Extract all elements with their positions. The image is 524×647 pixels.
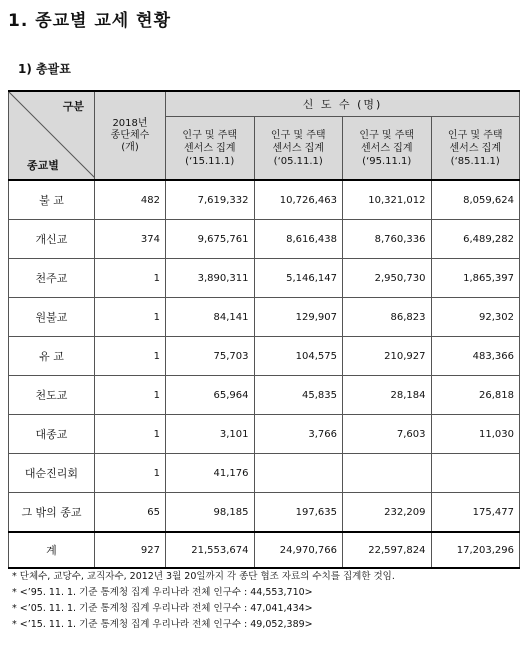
- religion-name: 대종교: [9, 415, 95, 454]
- believers-2015: 9,675,761: [166, 220, 255, 259]
- corner-header-cell: [9, 91, 95, 180]
- footnote: * 단체수, 교당수, 교직자수, 2012년 3월 20일까지 각 종단 협조 자료의 수치를 집계한 것임.: [12, 571, 395, 582]
- total-org-count: 927: [95, 532, 166, 568]
- header-org-count: [95, 91, 166, 180]
- believers-2005: [254, 454, 343, 493]
- header-census-1995-text: 인구 및 주택 센서스 집계 (‘95.11.1): [359, 129, 415, 167]
- total-label: 계: [9, 532, 95, 568]
- header-census-2015-text: 인구 및 주택 센서스 집계 (‘15.11.1): [182, 129, 238, 167]
- believers-2015: 75,703: [166, 337, 255, 376]
- footnote: * <’15. 11. 1. 기준 통계청 집계 우리나라 전체 인구수 : 49,052,389>: [12, 619, 313, 630]
- believers-1985: 92,302: [431, 298, 520, 337]
- org-count: 1: [95, 298, 166, 337]
- believers-2015: 41,176: [166, 454, 255, 493]
- corner-label-category: 구분: [62, 100, 84, 113]
- believers-2015: 3,101: [166, 415, 255, 454]
- religion-name: 천주교: [9, 259, 95, 298]
- header-census-1995: [343, 117, 432, 181]
- table-row: [9, 454, 520, 493]
- believers-1985: 175,477: [431, 493, 520, 533]
- believers-2015: 65,964: [166, 376, 255, 415]
- believers-1995: 10,321,012: [343, 180, 432, 220]
- footnote: * <’95. 11. 1. 기준 통계청 집계 우리나라 전체 인구수 : 44,553,710>: [12, 587, 313, 598]
- believers-1985: 6,489,282: [431, 220, 520, 259]
- org-count: 482: [95, 180, 166, 220]
- religion-summary-table: [8, 90, 520, 569]
- org-count: 374: [95, 220, 166, 259]
- header-census-1985-text: 인구 및 주택 센서스 집계 (‘85.11.1): [447, 129, 503, 167]
- believers-2015: 84,141: [166, 298, 255, 337]
- header-census-2005: [254, 117, 343, 181]
- org-count: 1: [95, 337, 166, 376]
- org-count: 1: [95, 376, 166, 415]
- table-row: [9, 220, 520, 259]
- believers-2005: 45,835: [254, 376, 343, 415]
- page-title: 1. 종교별 교세 현황: [8, 11, 171, 31]
- total-believers-2005: 24,970,766: [254, 532, 343, 568]
- footnote: * <’05. 11. 1. 기준 통계청 집계 우리나라 전체 인구수 : 47,041,434>: [12, 603, 313, 614]
- religion-name: 개신교: [9, 220, 95, 259]
- footnotes: [12, 569, 395, 633]
- religion-name: 대순진리회: [9, 454, 95, 493]
- believers-2005: 8,616,438: [254, 220, 343, 259]
- corner-label-religion: 종교별: [27, 159, 59, 172]
- religion-name: 유 교: [9, 337, 95, 376]
- believers-1985: 11,030: [431, 415, 520, 454]
- believers-2005: 104,575: [254, 337, 343, 376]
- religion-name: 그 밖의 종교: [9, 493, 95, 533]
- org-count: 1: [95, 259, 166, 298]
- header-census-1985: [431, 117, 520, 181]
- religion-name: 불 교: [9, 180, 95, 220]
- religion-name: 천도교: [9, 376, 95, 415]
- header-org-count-text: 2018년 종단체수 (개): [110, 117, 150, 153]
- org-count: 1: [95, 454, 166, 493]
- total-row: [9, 532, 520, 568]
- table-row: [9, 493, 520, 533]
- header-believers-group: 신 도 수 (명): [166, 91, 520, 117]
- believers-1985: 483,366: [431, 337, 520, 376]
- believers-2015: 98,185: [166, 493, 255, 533]
- section-subtitle: 1) 총괄표: [18, 62, 71, 76]
- believers-1995: 210,927: [343, 337, 432, 376]
- header-census-2005-text: 인구 및 주택 센서스 집계 (‘05.11.1): [270, 129, 326, 167]
- believers-2015: 3,890,311: [166, 259, 255, 298]
- believers-2005: 5,146,147: [254, 259, 343, 298]
- believers-1985: [431, 454, 520, 493]
- believers-1985: 8,059,624: [431, 180, 520, 220]
- table-row: [9, 259, 520, 298]
- religion-name: 원불교: [9, 298, 95, 337]
- believers-1995: 232,209: [343, 493, 432, 533]
- believers-1985: 26,818: [431, 376, 520, 415]
- table-row: [9, 298, 520, 337]
- believers-1995: 86,823: [343, 298, 432, 337]
- believers-2005: 197,635: [254, 493, 343, 533]
- believers-2005: 10,726,463: [254, 180, 343, 220]
- org-count: 1: [95, 415, 166, 454]
- believers-1995: 8,760,336: [343, 220, 432, 259]
- believers-1995: 28,184: [343, 376, 432, 415]
- table-row: [9, 180, 520, 220]
- table-row: [9, 415, 520, 454]
- total-believers-1985: 17,203,296: [431, 532, 520, 568]
- believers-1985: 1,865,397: [431, 259, 520, 298]
- org-count: 65: [95, 493, 166, 533]
- believers-1995: 2,950,730: [343, 259, 432, 298]
- believers-2015: 7,619,332: [166, 180, 255, 220]
- total-believers-1995: 22,597,824: [343, 532, 432, 568]
- believers-2005: 129,907: [254, 298, 343, 337]
- believers-2005: 3,766: [254, 415, 343, 454]
- believers-1995: [343, 454, 432, 493]
- believers-1995: 7,603: [343, 415, 432, 454]
- header-census-2015: [166, 117, 255, 181]
- total-believers-2015: 21,553,674: [166, 532, 255, 568]
- table-row: [9, 376, 520, 415]
- table-row: [9, 337, 520, 376]
